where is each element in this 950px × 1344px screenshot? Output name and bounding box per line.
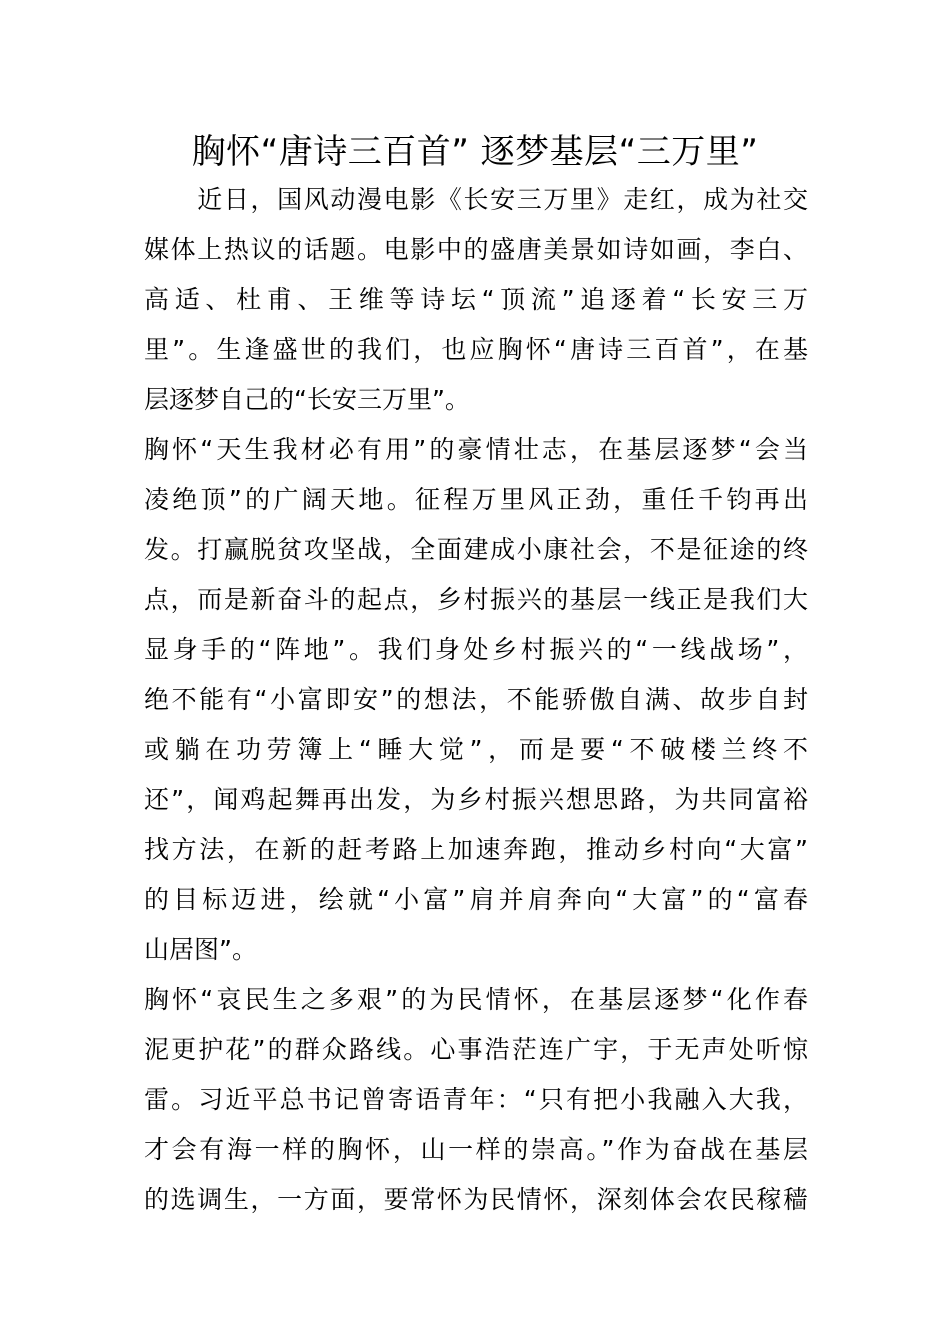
- paragraph-2-line-2: 凌绝顶”的广阔天地。征程万里风正劲，重任千钧再出: [144, 485, 808, 514]
- paragraph-3-line-5: 的选调生，一方面，要常怀为民情怀，深刻体会农民稼穑: [144, 1185, 808, 1214]
- paragraph-1-line-5: 层逐梦自己的“长安三万里”。: [144, 385, 470, 414]
- paragraph-1-line-3: 高适、杜甫、王维等诗坛“顶流”追逐着“长安三万: [144, 285, 808, 314]
- paragraph-2-line-6: 绝不能有“小富即安”的想法，不能骄傲自满、故步自封: [144, 685, 808, 714]
- paragraph-2-line-3: 发。打赢脱贫攻坚战，全面建成小康社会，不是征途的终: [144, 535, 808, 564]
- paragraph-3-line-1: 胸怀“哀民生之多艰”的为民情怀，在基层逐梦“化作春: [144, 985, 808, 1014]
- paragraph-1-line-1: 近日，国风动漫电影《长安三万里》走红，成为社交: [144, 185, 808, 214]
- paragraph-3-line-2: 泥更护花”的群众路线。心事浩茫连广宇，于无声处听惊: [144, 1035, 808, 1064]
- paragraph-2-line-8: 还”，闻鸡起舞再出发，为乡村振兴想思路，为共同富裕: [144, 785, 808, 814]
- paragraph-1-line-2: 媒体上热议的话题。电影中的盛唐美景如诗如画，李白、: [144, 235, 808, 264]
- paragraph-2-line-1: 胸怀“天生我材必有用”的豪情壮志，在基层逐梦“会当: [144, 435, 808, 464]
- paragraph-1-line-4: 里”。生逢盛世的我们，也应胸怀“唐诗三百首”，在基: [144, 335, 808, 364]
- paragraph-3-line-4: 才会有海一样的胸怀，山一样的崇高。”作为奋战在基层: [144, 1135, 808, 1164]
- paragraph-2-line-9: 找方法，在新的赶考路上加速奔跑，推动乡村向“大富”: [144, 835, 808, 864]
- paragraph-2-line-10: 的目标迈进，绘就“小富”肩并肩奔向“大富”的“富春: [144, 885, 808, 914]
- paragraph-3-line-3: 雷。习近平总书记曾寄语青年：“只有把小我融入大我，: [144, 1085, 808, 1114]
- paragraph-2-line-5: 显身手的“阵地”。我们身处乡村振兴的“一线战场”，: [144, 635, 808, 664]
- document-title: 胸怀“唐诗三百首” 逐梦基层“三万里”: [191, 132, 759, 172]
- paragraph-2-line-4: 点，而是新奋斗的起点，乡村振兴的基层一线正是我们大: [144, 585, 808, 614]
- paragraph-2-line-11: 山居图”。: [144, 935, 257, 964]
- paragraph-2-line-7: 或躺在功劳簿上“睡大觉”，而是要“不破楼兰终不: [144, 735, 808, 764]
